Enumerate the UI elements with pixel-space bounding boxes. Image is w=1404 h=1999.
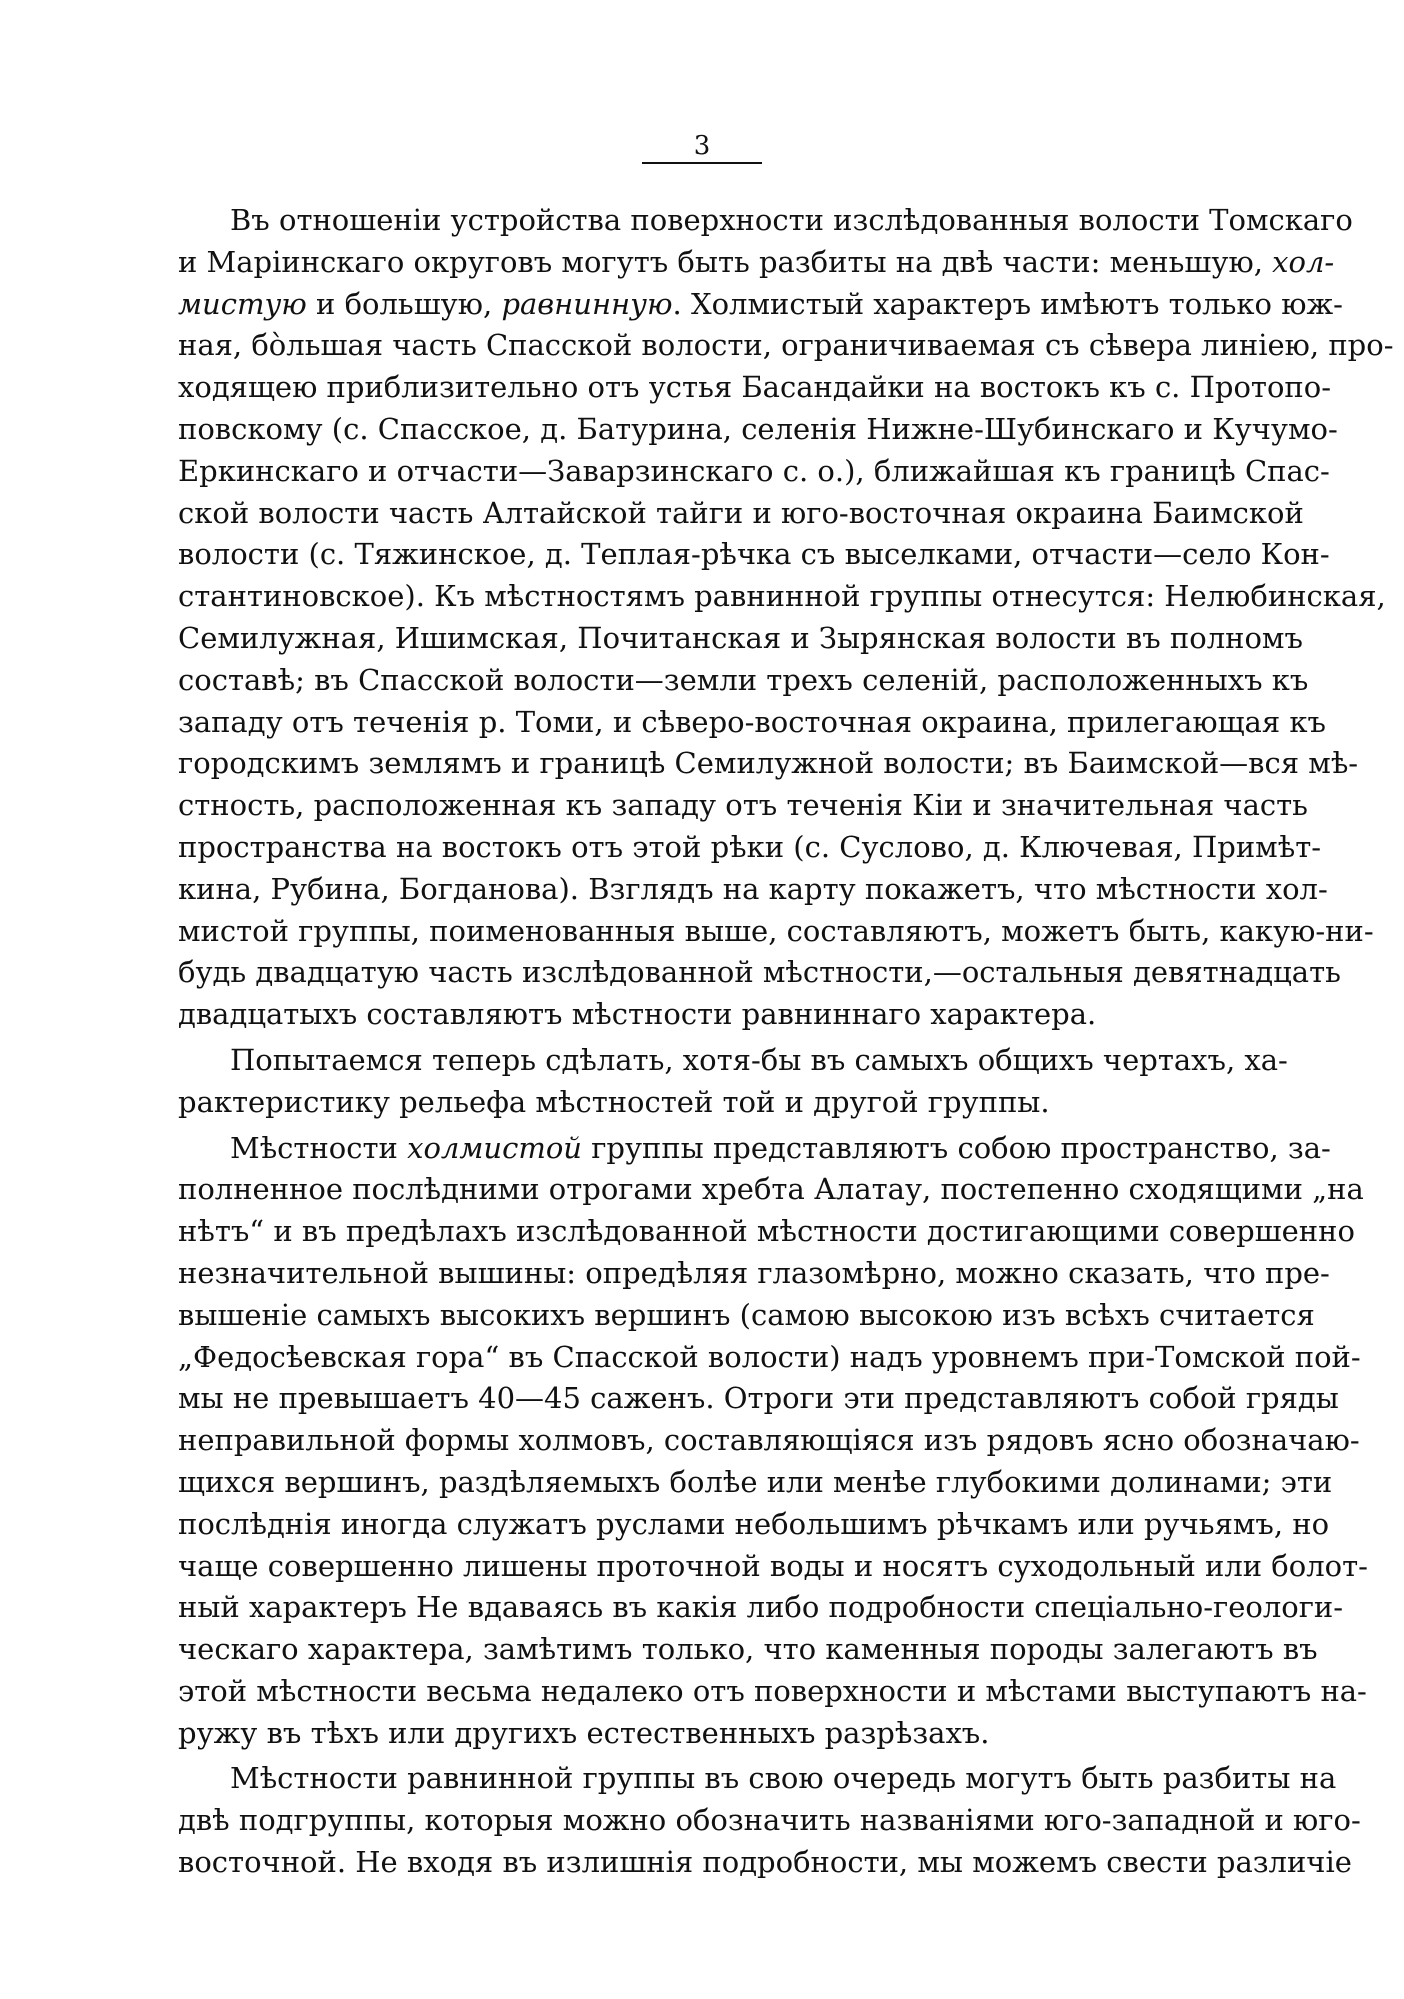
text-line: Попытаемся теперь сдѣлать, хотя-бы въ самыхъ общихъ чертахъ, ха- bbox=[230, 1042, 1288, 1077]
text-line: щихся вершинъ, раздѣляемыхъ болѣе или менѣе глубокими долинами; эти bbox=[178, 1464, 1333, 1499]
paragraph-2 bbox=[178, 1040, 1288, 1124]
text-line: вышеніе самыхъ высокихъ вершинъ (самою высокою изъ всѣхъ считается bbox=[178, 1297, 1315, 1332]
text-line: ный характеръ Не вдаваясь въ какія либо подробности спеціально-геологи- bbox=[178, 1590, 1344, 1625]
text-line: „Федосѣевская гора“ въ Спасской волости) надъ уровнемъ при-Томской пой- bbox=[178, 1339, 1361, 1374]
emphasis-text: хол- bbox=[1272, 244, 1335, 279]
text-line: мы не превышаетъ 40—45 саженъ. Отроги эти представляютъ собой гряды bbox=[178, 1381, 1339, 1416]
text-line: Еркинскаго и отчасти—Заварзинскаго с. о.), ближайшая къ границѣ Спас- bbox=[178, 453, 1330, 488]
text-line: ная, бòльшая часть Спасской волости, ограничиваемая съ сѣвера линіею, про- bbox=[178, 328, 1394, 363]
text-line: ческаго характера, замѣтимъ только, что каменныя породы залегаютъ въ bbox=[178, 1632, 1318, 1667]
text-line: этой мѣстности весьма недалеко отъ поверхности и мѣстами выступаютъ на- bbox=[178, 1673, 1367, 1708]
text-line: кина, Рубина, Богданова). Взглядъ на карту покажетъ, что мѣстности хол- bbox=[178, 871, 1328, 906]
text-line: городскимъ землямъ и границѣ Семилужной волости; въ Баимской—вся мѣ- bbox=[178, 746, 1359, 781]
text-line: восточной. Не входя въ излишнія подробности, мы можемъ свести различіе bbox=[178, 1845, 1352, 1880]
text-line: ской волости часть Алтайской тайги и юго-восточная окраина Баимской bbox=[178, 495, 1304, 530]
text-line: Мѣстности холмистой группы представляютъ собою пространство, за- bbox=[230, 1130, 1331, 1165]
text-line: западу отъ теченія р. Томи, и сѣверо-восточная окраина, прилегающая къ bbox=[178, 704, 1326, 739]
text-line: Мѣстности равнинной группы въ свою очередь могутъ быть разбиты на bbox=[230, 1761, 1337, 1796]
text-line: будь двадцатую часть изслѣдованной мѣстности,—остальныя девятнадцать bbox=[178, 955, 1341, 990]
text-line: двадцатыхъ составляютъ мѣстности равниннаго характера. bbox=[178, 997, 1097, 1032]
text-line: Въ отношеніи устройства поверхности изслѣдованныя волости Томскаго bbox=[230, 203, 1353, 237]
paragraph-1 bbox=[178, 200, 1394, 1036]
text-line: стность, расположенная къ западу отъ теченія Кіи и значительная часть bbox=[178, 788, 1308, 823]
page-number: 3 bbox=[693, 131, 711, 161]
text-line: ходящею приблизительно отъ устья Басандайки на востокъ къ с. Протопо- bbox=[178, 370, 1332, 405]
text-line: незначительной вышины: опредѣляя глазомѣрно, можно сказать, что пре- bbox=[178, 1255, 1330, 1290]
text-line: рактеристику рельефа мѣстностей той и другой группы. bbox=[178, 1084, 1050, 1119]
text-line: полненное послѣдними отрогами хребта Алатау, постепенно сходящими „на bbox=[178, 1172, 1364, 1207]
text-line: повскому (с. Спасское, д. Батурина, селенія Нижне-Шубинскаго и Кучумо- bbox=[178, 411, 1338, 446]
text-line: мистую и большую, равнинную. Холмистый характеръ имѣютъ только юж- bbox=[178, 286, 1343, 321]
text-line: Семилужная, Ишимская, Почитанская и Зырянская волости въ полномъ bbox=[178, 620, 1303, 655]
text-line: ружу въ тѣхъ или другихъ естественныхъ разрѣзахъ. bbox=[178, 1715, 990, 1750]
text-line: волости (с. Тяжинское, д. Теплая-рѣчка съ выселками, отчасти—село Кон- bbox=[178, 537, 1330, 572]
emphasis-text: мистую bbox=[178, 286, 307, 321]
text-line: стантиновское). Къ мѣстностямъ равнинной группы отнесутся: Нелюбинская, bbox=[178, 579, 1386, 614]
text-line: пространства на востокъ отъ этой рѣки (с. Суслово, д. Ключевая, Примѣт- bbox=[178, 829, 1322, 864]
text-line: послѣднія иногда служатъ руслами небольшимъ рѣчкамъ или ручьямъ, но bbox=[178, 1506, 1330, 1541]
text-line: неправильной формы холмовъ, составляющіяся изъ рядовъ ясно обозначаю- bbox=[178, 1423, 1360, 1458]
text-line: нѣтъ“ и въ предѣлахъ изслѣдованной мѣстности достигающими совершенно bbox=[178, 1214, 1355, 1249]
text-line: двѣ подгруппы, которыя можно обозначить названіями юго-западной и юго- bbox=[178, 1803, 1361, 1838]
page-number-rule bbox=[642, 162, 762, 164]
text-line: и Маріинскаго округовъ могутъ быть разбиты на двѣ части: меньшую, хол- bbox=[178, 244, 1335, 279]
text-line: чаще совершенно лишены проточной воды и носятъ суходольный или болот- bbox=[178, 1548, 1368, 1583]
body-text bbox=[178, 200, 1394, 1884]
emphasis-text: холмистой bbox=[407, 1130, 582, 1165]
text-line: составѣ; въ Спасской волости—земли трехъ селеній, расположенныхъ къ bbox=[178, 662, 1309, 697]
paragraph-3 bbox=[178, 1128, 1368, 1755]
paragraph-4 bbox=[178, 1758, 1361, 1883]
emphasis-text: равнинную bbox=[501, 286, 673, 321]
text-line: мистой группы, поименованныя выше, составляютъ, можетъ быть, какую-ни- bbox=[178, 913, 1374, 948]
